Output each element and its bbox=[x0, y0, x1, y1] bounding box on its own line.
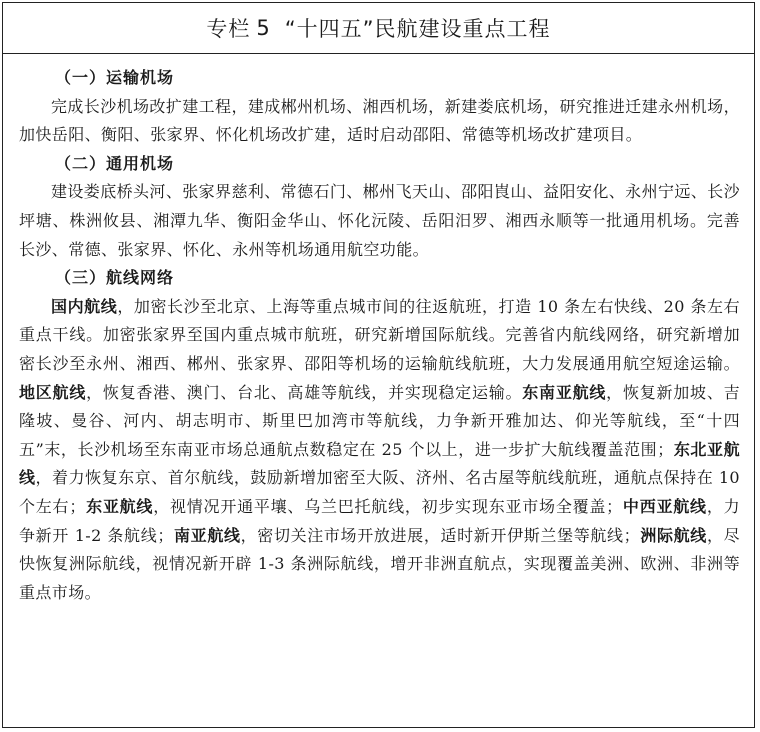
route-northeast-asia-text: ，着力恢复东京、首尔航线，鼓励新增加密至大阪、济州、名古屋等航线航班，通航点保持在 10 个左右； bbox=[19, 468, 740, 516]
route-central-west-asia-label: 中西亚航线 bbox=[622, 496, 707, 516]
route-southeast-asia-label: 东南亚航线 bbox=[522, 382, 607, 402]
route-domestic-label: 国内航线 bbox=[51, 296, 118, 316]
route-regional-text: ，恢复香港、澳门、台北、高雄等航线，并实现稳定运输。 bbox=[86, 382, 523, 402]
route-east-asia-text: ，视情况开通平壤、乌兰巴托航线，初步实现东亚市场全覆盖； bbox=[153, 496, 623, 516]
section-body-route-network bbox=[19, 293, 740, 608]
section-body-general-airports: 建设娄底桥头河、张家界慈利、常德石门、郴州飞天山、邵阳崀山、益阳安化、永州宁远、长沙坪塘、株洲攸县、湘潭九华、衡阳金华山、怀化沅陵、岳阳汨罗、湘西永顺等一批通用机场。完善长沙、常德、张家界、怀化、永州等机场通用航空功能。 bbox=[19, 182, 740, 259]
route-south-asia-text: ，密切关注市场开放进展，适时新开伊斯兰堡等航线； bbox=[240, 525, 641, 545]
section-heading-transport-airports: （一）运输机场 bbox=[55, 68, 175, 87]
column-box bbox=[2, 2, 755, 728]
route-domestic-text: ，加密长沙至北京、上海等重点城市间的往返航班，打造 10 条左右快线、20 条左右重点干线。加密张家界至国内重点城市航班，研究新增国际航线。完善省内航线网络，研究新增加密长沙至永州、湘西、郴州、张家界、邵阳等机场的运输航线航班，大力发展通用航空短途运输。 bbox=[19, 296, 740, 373]
title-text: “十四五”民航建设重点工程 bbox=[284, 17, 551, 41]
route-southeast-asia-text: ，恢复新加坡、吉隆坡、曼谷、河内、胡志明市、斯里巴加湾市等航线，力争新开雅加达、仰光等航线，至“十四五”末，长沙机场至东南亚市场总通航点数稳定在 25 个以上，进一步扩大航线覆盖范围； bbox=[19, 382, 740, 459]
title-prefix: 专栏 bbox=[206, 17, 251, 41]
route-central-west-asia-text: ，力争新开 1-2 条航线； bbox=[19, 496, 740, 545]
route-intercontinental-text: ，尽快恢复洲际航线，视情况新开辟 1-3 条洲际航线，增开非洲直航点，实现覆盖美洲、欧洲、非洲等重点市场。 bbox=[19, 525, 740, 602]
section-body-transport-airports: 完成长沙机场改扩建工程，建成郴州机场、湘西机场，新建娄底机场，研究推进迁建永州机场，加快岳阳、衡阳、张家界、怀化机场改扩建，适时启动邵阳、常德等机场改扩建项目。 bbox=[19, 96, 740, 145]
route-south-asia-label: 南亚航线 bbox=[173, 525, 241, 545]
section-heading-route-network: （三）航线网络 bbox=[55, 268, 175, 288]
route-intercontinental-label: 洲际航线 bbox=[640, 525, 707, 545]
column-content bbox=[3, 54, 754, 607]
section-heading-general-airports: （二）通用机场 bbox=[55, 153, 175, 173]
route-northeast-asia-label: 东北亚航线 bbox=[19, 439, 740, 488]
route-regional-label: 地区航线 bbox=[19, 382, 87, 402]
route-east-asia-label: 东亚航线 bbox=[85, 496, 154, 516]
title-number: 5 bbox=[256, 16, 271, 40]
column-title bbox=[3, 3, 754, 54]
